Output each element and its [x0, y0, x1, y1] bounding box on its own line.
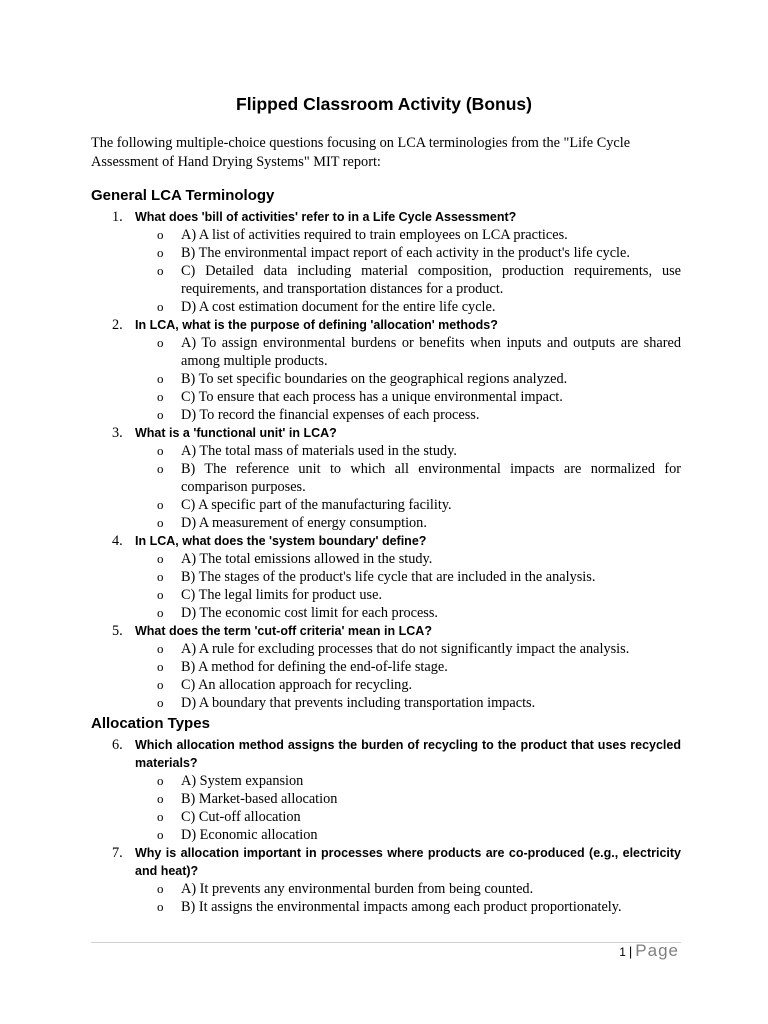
question-content — [91, 185, 681, 916]
answer-options — [135, 772, 681, 844]
bullet-icon: o — [157, 335, 164, 350]
answer-option — [135, 406, 681, 424]
answer-option — [135, 880, 681, 898]
answer-option — [135, 586, 681, 604]
bullet-icon: o — [157, 515, 164, 530]
option-text: B) To set specific boundaries on the geographical regions analyzed. — [181, 371, 568, 387]
answer-options — [135, 550, 681, 622]
answer-options — [135, 226, 681, 316]
footer-divider — [91, 942, 681, 943]
option-text: D) A boundary that prevents including transportation impacts. — [181, 695, 536, 711]
bullet-icon: o — [157, 827, 164, 842]
answer-option — [135, 388, 681, 406]
option-text: D) To record the financial expenses of each process. — [181, 407, 480, 423]
answer-option — [135, 658, 681, 676]
page-number: 1 — [619, 945, 626, 959]
bullet-icon: o — [157, 605, 164, 620]
answer-options — [135, 640, 681, 712]
footer-separator: | — [628, 944, 633, 959]
answer-option — [135, 640, 681, 658]
question-number: 4. — [112, 533, 123, 549]
option-text: A) A rule for excluding processes that do not significantly impact the analysis. — [181, 641, 630, 657]
question-item — [91, 736, 681, 844]
answer-option — [135, 496, 681, 514]
answer-option — [135, 694, 681, 712]
answer-option — [135, 898, 681, 916]
question-number: 6. — [112, 737, 123, 753]
option-text: D) Economic allocation — [181, 827, 318, 843]
option-text: B) A method for defining the end-of-life stage. — [181, 659, 448, 675]
option-text: B) The environmental impact report of each activity in the product's life cycle. — [181, 245, 630, 261]
question-number: 2. — [112, 317, 123, 333]
option-text: B) The reference unit to which all environmental impacts are normalized for comparison purposes. — [181, 461, 681, 495]
option-text: B) Market-based allocation — [181, 791, 338, 807]
option-text: A) System expansion — [181, 773, 304, 789]
question-number: 1. — [112, 209, 123, 225]
question-text: What is a 'functional unit' in LCA? — [135, 426, 337, 440]
bullet-icon: o — [157, 881, 164, 896]
option-text: D) A measurement of energy consumption. — [181, 515, 427, 531]
option-text: A) To assign environmental burdens or benefits when inputs and outputs are shared among multiple products. — [181, 335, 681, 369]
answer-option — [135, 568, 681, 586]
question-item — [91, 316, 681, 424]
answer-option — [135, 604, 681, 622]
question-item — [91, 424, 681, 532]
answer-option — [135, 334, 681, 370]
bullet-icon: o — [157, 407, 164, 422]
bullet-icon: o — [157, 497, 164, 512]
bullet-icon: o — [157, 569, 164, 584]
answer-options — [135, 334, 681, 424]
question-number: 3. — [112, 425, 123, 441]
bullet-icon: o — [157, 461, 164, 476]
bullet-icon: o — [157, 809, 164, 824]
bullet-icon: o — [157, 299, 164, 314]
bullet-icon: o — [157, 371, 164, 386]
question-item — [91, 532, 681, 622]
question-item — [91, 208, 681, 316]
question-number: 7. — [112, 845, 123, 861]
option-text: B) It assigns the environmental impacts among each product proportionately. — [181, 899, 622, 915]
question-item — [91, 844, 681, 916]
option-text: A) The total emissions allowed in the study. — [181, 551, 433, 567]
question-text: In LCA, what does the 'system boundary' define? — [135, 534, 427, 548]
bullet-icon: o — [157, 641, 164, 656]
answer-option — [135, 442, 681, 460]
option-text: A) It prevents any environmental burden from being counted. — [181, 881, 534, 897]
bullet-icon: o — [157, 791, 164, 806]
bullet-icon: o — [157, 899, 164, 914]
option-text: D) A cost estimation document for the entire life cycle. — [181, 299, 496, 315]
answer-option — [135, 772, 681, 790]
page-title: Flipped Classroom Activity (Bonus) — [236, 94, 532, 114]
bullet-icon: o — [157, 587, 164, 602]
option-text: C) A specific part of the manufacturing facility. — [181, 497, 452, 513]
option-text: C) An allocation approach for recycling. — [181, 677, 413, 693]
answer-option — [135, 790, 681, 808]
question-item — [91, 622, 681, 712]
answer-option — [135, 460, 681, 496]
question-text: What does the term 'cut-off criteria' mean in LCA? — [135, 624, 432, 638]
bullet-icon: o — [157, 773, 164, 788]
page-label: Page — [635, 941, 679, 960]
answer-options — [135, 442, 681, 532]
section-heading: Allocation Types — [91, 715, 210, 732]
answer-option — [135, 826, 681, 844]
bullet-icon: o — [157, 227, 164, 242]
option-text: C) The legal limits for product use. — [181, 587, 383, 603]
intro-paragraph: The following multiple-choice questions focusing on LCA terminologies from the "Life Cycle Assessment of Hand Drying Systems" MIT report: — [91, 135, 631, 170]
bullet-icon: o — [157, 443, 164, 458]
bullet-icon: o — [157, 245, 164, 260]
option-text: C) Detailed data including material composition, production requirements, use requirements, and transportation distances for a product. — [181, 263, 681, 297]
answer-option — [135, 808, 681, 826]
answer-option — [135, 298, 681, 316]
option-text: A) A list of activities required to train employees on LCA practices. — [181, 227, 568, 243]
question-text: Which allocation method assigns the burden of recycling to the product that uses recycled materials? — [135, 738, 681, 770]
page-footer — [619, 941, 679, 961]
bullet-icon: o — [157, 659, 164, 674]
bullet-icon: o — [157, 263, 164, 278]
section-heading: General LCA Terminology — [91, 187, 275, 204]
question-number: 5. — [112, 623, 123, 639]
answer-option — [135, 262, 681, 298]
bullet-icon: o — [157, 677, 164, 692]
option-text: D) The economic cost limit for each process. — [181, 605, 438, 621]
option-text: C) To ensure that each process has a unique environmental impact. — [181, 389, 563, 405]
answer-option — [135, 676, 681, 694]
answer-option — [135, 514, 681, 532]
question-text: What does 'bill of activities' refer to in a Life Cycle Assessment? — [135, 210, 517, 224]
bullet-icon: o — [157, 695, 164, 710]
question-text: In LCA, what is the purpose of defining 'allocation' methods? — [135, 318, 498, 332]
answer-option — [135, 244, 681, 262]
answer-option — [135, 550, 681, 568]
bullet-icon: o — [157, 551, 164, 566]
answer-option — [135, 370, 681, 388]
option-text: C) Cut-off allocation — [181, 809, 301, 825]
answer-options — [135, 880, 681, 916]
option-text: A) The total mass of materials used in the study. — [181, 443, 457, 459]
option-text: B) The stages of the product's life cycle that are included in the analysis. — [181, 569, 596, 585]
answer-option — [135, 226, 681, 244]
bullet-icon: o — [157, 389, 164, 404]
question-text: Why is allocation important in processes where products are co-produced (e.g., electricity and heat)? — [135, 846, 681, 878]
